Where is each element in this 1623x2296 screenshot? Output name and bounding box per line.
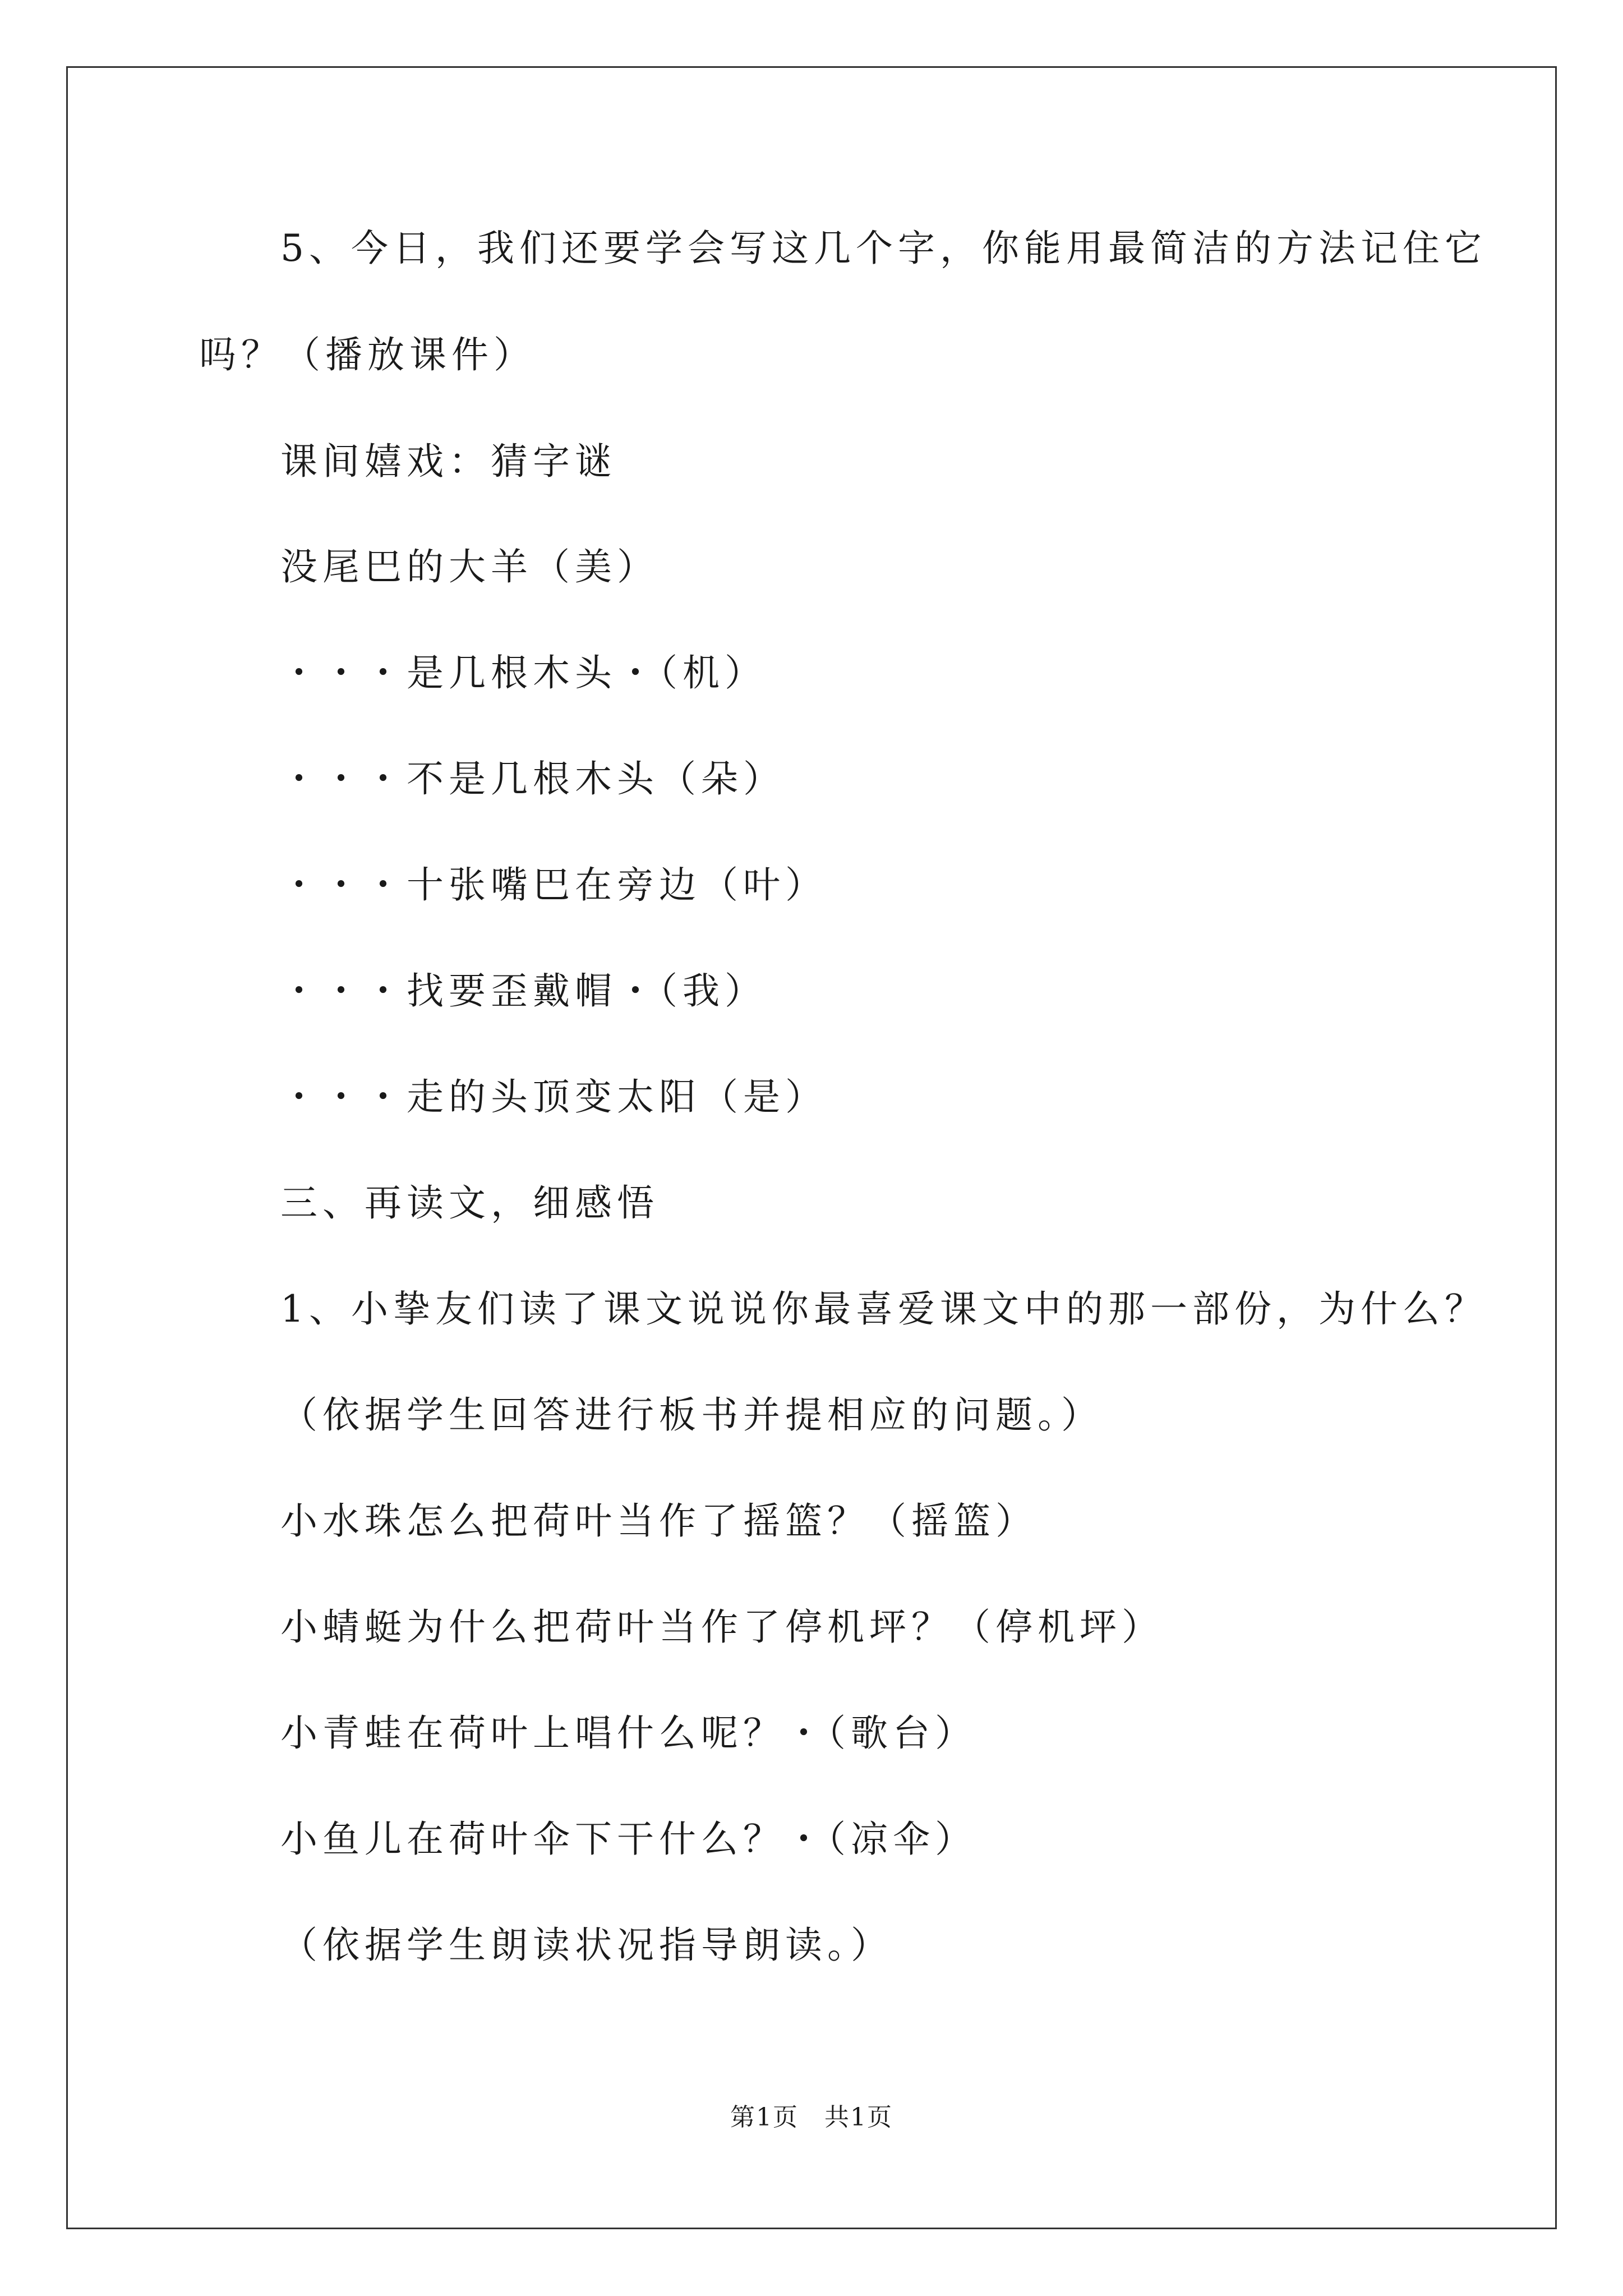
paragraph-line: （依据学生朗读状况指导朗读。） xyxy=(280,1924,893,1967)
section-heading: 三、再读文，细感悟 xyxy=(280,1181,659,1225)
paragraph-line: ・・・找要歪戴帽・（我） xyxy=(280,969,767,1013)
paragraph-line: ・・・是几根木头・（机） xyxy=(280,651,767,694)
paragraph-line: ・・・不是几根木头（朵） xyxy=(280,757,785,800)
paragraph-line: 吗？（播放课件） xyxy=(199,333,536,376)
paragraph-line: 小水珠怎么把荷叶当作了摇篮？（摇篮） xyxy=(280,1499,1038,1543)
paragraph-line: ・・・走的头顶变太阳（是） xyxy=(280,1075,827,1119)
paragraph-line: 1、小挚友们读了课文说说你最喜爱课文中的那一部份，为什么？ xyxy=(280,1287,1487,1331)
paragraph-line: 没尾巴的大羊（美） xyxy=(280,545,659,588)
paragraph-line: 课间嬉戏：猜字谜 xyxy=(280,440,617,483)
paragraph-line: （依据学生回答进行板书并提相应的问题。） xyxy=(280,1393,1103,1437)
paragraph-line: 5、今日，我们还要学会写这几个字，你能用最简洁的方法记住它 xyxy=(280,227,1487,270)
page-number-footer: 第1页 共1页 xyxy=(730,2103,893,2132)
paragraph-line: ・・・十张嘴巴在旁边（叶） xyxy=(280,863,827,907)
paragraph-line: 小青蛙在荷叶上唱什么呢？・（歌台） xyxy=(280,1711,977,1755)
paragraph-line: 小鱼儿在荷叶伞下干什么？・（凉伞） xyxy=(280,1818,977,1861)
paragraph-line: 小蜻蜓为什么把荷叶当作了停机坪？（停机坪） xyxy=(280,1605,1164,1649)
